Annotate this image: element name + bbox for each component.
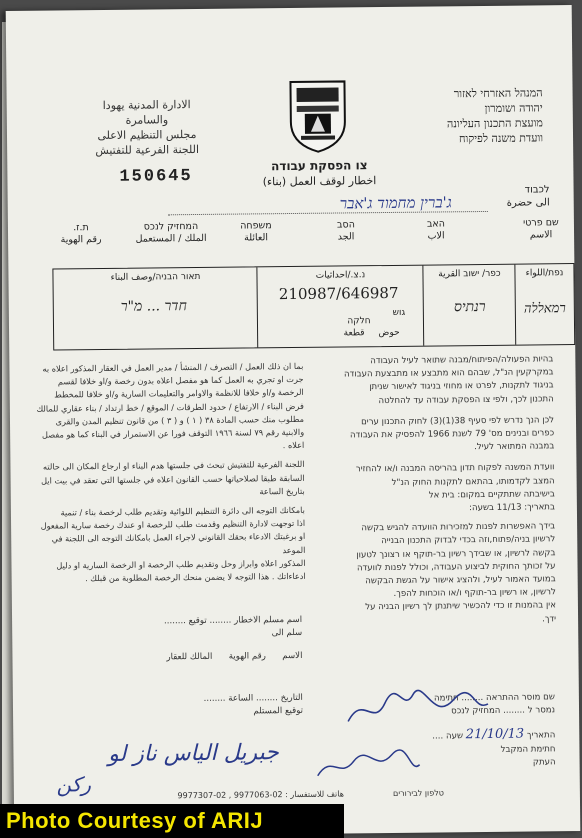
- addressee-label: [480, 183, 550, 210]
- field-father-he: האב: [426, 218, 446, 230]
- handwritten-mark-bottom: ركن: [56, 772, 92, 797]
- receiver-id-label: رقم الهوية: [228, 651, 266, 663]
- hebrew-body-text: [313, 353, 556, 628]
- hebrew-body-line: בתאריך: 11/13 בשעה:: [469, 502, 555, 514]
- grid-divider: [422, 266, 424, 346]
- header-hebrew-line: יהודה ושומרון: [484, 101, 543, 115]
- hebrew-body-line: לרשיון בניה/פתוח,וזה בכדי לבדוק התכנון הבנייה: [381, 534, 556, 547]
- hebrew-receiver-signature-label: חתימת המקבל: [500, 743, 556, 755]
- grid-qita-label: قطعة: [343, 328, 365, 339]
- issuer-signature-label: חתימה: [433, 693, 459, 704]
- hebrew-authority-header: [373, 85, 544, 147]
- field-first-name-ar: الاسم: [529, 229, 553, 241]
- field-id-he: ת.ז.: [73, 222, 89, 234]
- date-row: التاريخ ........ الساعة ........: [203, 692, 303, 704]
- arabic-body-line: المذكور اعلاه وابراز وحل وتقديم طلب الرخصة او الرخصة السارية او دليل: [56, 557, 306, 571]
- handwritten-signature-icon: [343, 682, 494, 734]
- hebrew-body-line: על זכותך החוקית לביצוע העבודה, וכולל לפנות לוועדה: [356, 561, 556, 574]
- handwritten-date: 21/10/13: [465, 727, 525, 743]
- header-hebrew-line: המנהל האזרחי לאזור: [453, 86, 543, 101]
- receiver-owner-label: المالك للعقار: [166, 652, 213, 663]
- to-arabic: الى حضرة: [506, 197, 550, 209]
- grid-helka-label: חלקה: [347, 316, 371, 327]
- header-arabic-line: اللجنة الفرعية للتفتيش: [95, 142, 200, 158]
- addressee-handwritten-name: ג'ברין מחמוד ג'אבר: [339, 193, 452, 213]
- grid-building-label: תאור הבניה/وصف البناء: [110, 271, 201, 283]
- grid-divider: [514, 265, 516, 345]
- arabic-body-text: [35, 360, 305, 586]
- arabic-authority-header: [62, 97, 233, 159]
- arabic-body-line: والابنية رقم ٧٩ لسنة ١٩٦٦ التوقف فورا عن الاستمرار في البناء كما هو مفصل: [41, 426, 305, 440]
- issuer-label: שם מוסר ההתראה: [485, 692, 555, 703]
- receiver-name-label: الاسم: [282, 651, 303, 662]
- arabic-body-line: بما ان ذلك العمل / التصرف / المنشأ / مدير العمل في العقار المذكور اعلاه به: [42, 360, 304, 374]
- field-family: [226, 220, 286, 245]
- field-id: [46, 222, 116, 247]
- arabic-body-line: اللجنة الفرعية للتفتيش تبحث في جلستها هدم البناء او ارجاع المكان الى حالته: [42, 459, 305, 473]
- header-arabic-line: والسامرة: [125, 113, 169, 127]
- field-holder-he: המחזיק לנכס: [143, 220, 199, 233]
- header-hebrew-line: וועדת משנה לפיקוח: [458, 131, 544, 146]
- civil-administration-emblem-icon: [286, 77, 349, 154]
- arabic-body-line: ادعاءاتك . هذا التوجه لا يضمن منحك الرخصة المطلوبة من قبلك .: [84, 570, 306, 584]
- location-grid: [52, 263, 575, 350]
- property-holder-label: המחזיק לנכס: [451, 706, 501, 717]
- hebrew-hour-label: שעה: [445, 731, 464, 742]
- hebrew-body-line: התכנון לכך, ולפי צו הפסקת עבודה עד להחלטה: [378, 393, 554, 406]
- field-family-ar: العائلة: [244, 232, 269, 244]
- arabic-body-line: بامكانك التوجه الى دائرة التنظيم اللوائية وتقديم طلب لرخصة بناء / تنمية: [60, 504, 305, 518]
- grid-gush-label: גוש: [392, 307, 406, 318]
- grid-coords-value: 210987/646987: [278, 283, 399, 304]
- grid-coords-label: נ.צ./احداثيات: [315, 270, 366, 281]
- field-father-ar: الاب: [427, 230, 445, 242]
- field-family-he: משפחה: [240, 220, 272, 232]
- receiver-signature-label: توقيع المستلم: [253, 706, 304, 717]
- hebrew-body-line: בישיבתה שתתקיים במקום: בית אל: [428, 489, 555, 501]
- header-arabic-line: الادارة المدنية يهودا: [102, 98, 191, 112]
- stop-work-order-document: [6, 5, 581, 837]
- date-sign-row: התאריך 21/10/13 שעה ....: [432, 727, 556, 743]
- hebrew-body-line: המצב לקדמותו, בהתאם לתקנות החוק הנ"ל: [391, 475, 555, 488]
- hebrew-body-line: במבנה המתואר לעיל.: [474, 441, 555, 453]
- hebrew-body-line: במועד האמור לעיל, ולהציג אישור על הגשת הבקשה: [365, 574, 556, 587]
- person-fields-header: [36, 217, 576, 263]
- field-grandfather: [316, 219, 376, 244]
- arabic-date-section: [123, 692, 303, 720]
- date-label: التاريخ: [280, 692, 303, 704]
- arabic-body-line: فرض البناء / الارتفاع / حدود الطرقات / الموقع / خط ارتداد / بناء عقاري للمالك: [36, 400, 304, 414]
- grid-district-label: נפת/اللواء: [525, 268, 564, 279]
- handwritten-name-bottom: جبريل الياس ناز لو: [108, 740, 279, 767]
- arabic-body-line: جرت او تجري به العمل كما هو مفصل اعلاه بدون رخصة و/او خلافا لقسم: [57, 374, 304, 387]
- serial-number: 150645: [119, 167, 193, 187]
- to-hebrew: לכבוד: [524, 184, 550, 196]
- hebrew-body-line: בידך האפשרות לפנות למזכירות הוועדה להגיש בקשה: [361, 521, 556, 534]
- delivered-to-label: נמסר ל: [527, 705, 556, 716]
- title-arabic: اخطار لوقف العمل (بناء): [262, 174, 377, 189]
- hebrew-body-line: במקרקעין הנ"ל, שבהם הוא מתבצע או מתבצעת העבודה: [343, 367, 554, 380]
- arabic-body-line: او برغبتك الادعاء بحقك القانوني لاجراء العمل بامكانك التوجه الى اللجنة في الموعد: [51, 531, 306, 555]
- hebrew-body-line: לכן הנך נדרש לפי סעיף 38(1)(3) לחוק התכנון ערים: [360, 415, 555, 428]
- receiver-columns: [52, 650, 302, 666]
- hebrew-body-line: אין בהמנות זו כדי להכשיר שיתנתן לך רשיון הבניה על: [365, 600, 557, 613]
- hebrew-body-line: בקשה לרשיון, או שבידך רשיון בר-תוקף או רצונך לטעון: [356, 547, 556, 560]
- receiver-label: سلم الى: [271, 628, 303, 639]
- footer-contact-arabic: هاتف للاستفسار : 02-9977063 , 02-9977307: [177, 789, 344, 801]
- arabic-body-line: السابقة طبقا لصلاحياتها حسب القانون اعلاه في جلستها التي تعقد في بيت ايل: [41, 472, 305, 486]
- time-label: الساعة: [228, 693, 254, 704]
- hebrew-date-label: התאריך: [526, 730, 556, 741]
- hebrew-body-line: כפרים ובנינים מס' 79 לשנת 1966 להפסיק את העבודה: [349, 428, 555, 441]
- grid-district-value: רמאללה: [523, 301, 566, 317]
- arabic-body-line: اعلاه .: [282, 440, 305, 451]
- arabic-body-line: الرخصة و/او خلافا للانظمة والاوامر والتعليمات السارية و/او خلافا للمخطط: [54, 387, 304, 400]
- document-title: [229, 158, 409, 190]
- issuer-row: שם מוסר ההתראה ........ חתימה: [433, 692, 555, 704]
- field-id-ar: رقم الهوية: [60, 233, 102, 246]
- title-hebrew: צו הפסקת עבודה: [271, 158, 368, 174]
- header-arabic-line: مجلس التنظيم الاعلى: [97, 127, 197, 143]
- photo-credit-caption: Photo Courtesy of ARIJ: [0, 804, 344, 838]
- arabic-body-line: مطلوب منك حسب المادة ٣٨ ( ١ ) و ( ٣ ) من قانون تنظيم المدن والقرى: [55, 413, 305, 427]
- receiver-signature-scribble-icon: [313, 745, 423, 786]
- notifier-signature-label: توقيع: [188, 615, 207, 627]
- hebrew-body-line: וועדת המשנה לפקוח תדון בהריסה המבנה ו/או להחזיר: [355, 462, 555, 475]
- footer-contact-hebrew: טלפון לבירורים: [392, 788, 444, 798]
- field-holder: [126, 221, 216, 246]
- field-grandfather-he: הסב: [336, 219, 355, 231]
- field-holder-ar: الملك / المستعمل: [135, 232, 207, 245]
- grid-village-value: רנתיס: [453, 298, 486, 316]
- field-father: [406, 218, 466, 243]
- copy-label: העתק: [532, 757, 556, 768]
- hebrew-body-line: לרשיון, או רשיון בר-תוקף ו/או הוכחות להפך.: [393, 587, 556, 600]
- field-first-name-he: שם פרטי: [523, 217, 559, 229]
- grid-village-label: כפר/ ישוב القرية: [438, 268, 501, 280]
- hebrew-body-line: בהיות הפעולה/הפיתוח/מבנה שתואר לעיל העבודה: [370, 354, 554, 367]
- notifier-row: اسم مسلم الاخطار ........ توقيع ........: [163, 614, 303, 627]
- field-grandfather-ar: الجد: [337, 231, 355, 243]
- delivered-row: נמסר ל ........ המחזיק לנכס: [451, 705, 556, 717]
- grid-hod-label: حوض: [378, 327, 400, 339]
- field-first-name: [506, 217, 576, 242]
- grid-divider: [256, 267, 258, 347]
- hebrew-body-line: ידך.: [542, 613, 557, 625]
- notifier-name-label: اسم مسلم الاخطار: [234, 614, 303, 626]
- header-hebrew-line: מועצת התכנון העליונה: [446, 116, 543, 131]
- addressee-underline: [168, 211, 488, 215]
- grid-building-value: חדר ... מ"ר: [120, 298, 187, 315]
- hebrew-body-line: בניגוד לתקנות, לפרט או מחוזי בניגוד לאישור שניתן: [369, 380, 554, 393]
- arabic-body-line: بتاريخ الساعة: [259, 485, 305, 497]
- arabic-body-line: اذا توجهت لادارة التنظيم وقدمت طلب للرخصة او عندك رخصة سارية المفعول: [40, 518, 306, 531]
- arabic-notifier-section: [52, 614, 303, 666]
